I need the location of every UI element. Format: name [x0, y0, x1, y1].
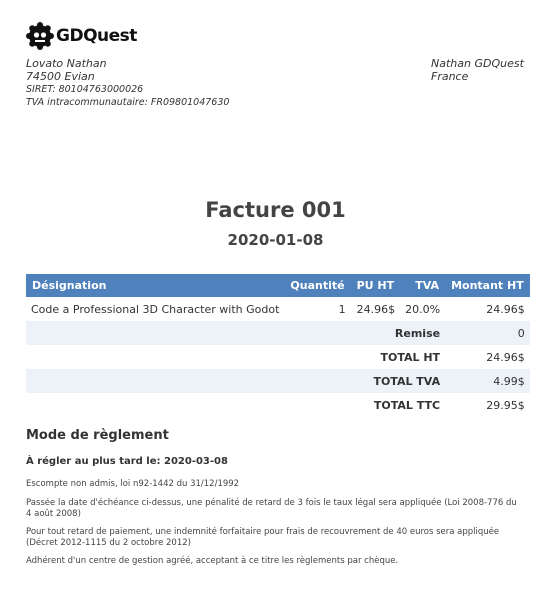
total-row-tva [26, 369, 530, 393]
invoice-title: Facture 001 [205, 198, 346, 222]
header-designation: Désignation [26, 274, 284, 297]
total-value-tva: 4.99$ [445, 369, 530, 393]
payment-title: Mode de règlement [26, 428, 169, 443]
invoice-table [26, 274, 530, 417]
header-tva: TVA [400, 274, 445, 297]
total-row-ht [26, 345, 530, 369]
row-amount: 24.96$ [486, 302, 525, 316]
row-quantity: 1 [338, 302, 346, 316]
sender-block [26, 57, 229, 109]
client-block [431, 57, 524, 83]
payment-note-2: Passée la date d'échéance ci-dessus, une pénalité de retard de 3 fois le taux légal sera appliquée (Loi 2008-776 du 4 août 2008) [26, 498, 517, 519]
total-label-tva: TOTAL TVA [26, 369, 445, 393]
total-value-remise: 0 [445, 321, 530, 345]
invoice-date: 2020-01-08 [227, 231, 324, 249]
total-label-ht: TOTAL HT [380, 350, 441, 364]
row-unit-price: 24.96$ [356, 302, 396, 316]
sender-name: Lovato Nathan [26, 57, 107, 70]
payment-deadline: À régler au plus tard le: 2020-03-08 [26, 456, 228, 467]
row-tva: 20.0% [405, 302, 441, 316]
total-label-ttc: TOTAL TTC [373, 398, 441, 412]
total-row-ttc [26, 393, 530, 417]
payment-note-3: Pour tout retard de paiement, une indemnité forfaitaire pour frais de recouvrement de 40 euros sera appliquée (Décret 2012-1115 du 2 octobre 2012) [26, 527, 500, 548]
total-value-ht: 24.96$ [486, 350, 525, 364]
header-amount: Montant HT [445, 274, 530, 297]
table-row [26, 297, 530, 321]
total-row-remise [26, 321, 530, 345]
row-designation: Code a Professional 3D Character with Godot [31, 302, 280, 316]
header-quantity: Quantité [284, 274, 350, 297]
sender-tva: TVA intracommunautaire: FR09801047630 [26, 97, 230, 108]
gdquest-logo-icon [26, 22, 54, 50]
logo [26, 22, 137, 50]
client-country: France [431, 70, 469, 83]
logo-text: GDQuest [56, 26, 137, 46]
total-label-remise: Remise [26, 321, 445, 345]
payment-note-4: Adhérent d'un centre de gestion agréé, acceptant à ce titre les règlements par chèque. [26, 556, 399, 566]
total-value-ttc: 29.95$ [486, 398, 525, 412]
header-unit-price: PU HT [351, 274, 401, 297]
sender-city: 74500 Evian [26, 70, 95, 83]
client-name: Nathan GDQuest [431, 57, 524, 70]
payment-note-1: Escompte non admis, loi n92-1442 du 31/12/1992 [26, 479, 240, 489]
sender-siret: SIRET: 80104763000026 [26, 84, 144, 95]
table-header-row [26, 274, 530, 297]
